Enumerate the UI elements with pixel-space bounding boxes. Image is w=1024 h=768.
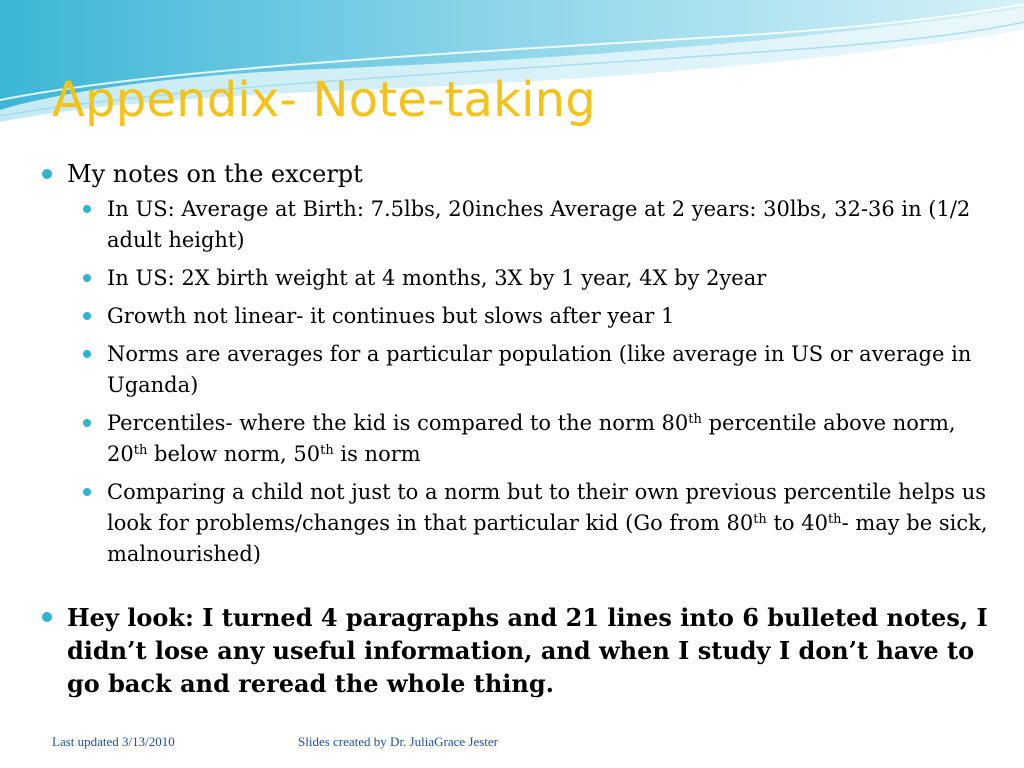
sub-bullet-text: Percentiles- where the kid is compared to the norm 80 xyxy=(107,411,689,435)
sub-bullet-text: Norms are averages for a particular population (like average in US or average in Uganda) xyxy=(107,342,972,397)
sub-bullet-norms xyxy=(81,339,990,401)
sub-bullet-text: percentile above norm, 20 xyxy=(107,411,956,466)
sub-bullet-text: In US: 2X birth weight at 4 months, 3X by 1 year, 4X by 2year xyxy=(107,266,767,290)
footer-last-updated: Last updated 3/13/2010 xyxy=(52,734,175,749)
sub-bullet-text: - may be sick, malnourished) xyxy=(107,511,988,566)
sub-bullet-comparing xyxy=(81,477,990,570)
sub-bullet-birth-averages xyxy=(81,194,990,256)
main-bullet xyxy=(40,158,990,190)
sub-bullet-percentiles xyxy=(81,408,990,470)
footer-credit: Slides created by Dr. JuliaGrace Jester xyxy=(298,734,498,749)
sub-bullet-growth xyxy=(81,301,990,332)
main-bullet-text: My notes on the excerpt xyxy=(67,160,363,188)
ordinal-suffix: th xyxy=(827,512,842,527)
sub-bullet-text: below norm, 50 xyxy=(147,442,321,466)
sub-bullet-text: to 40 xyxy=(766,511,828,535)
ordinal-suffix: th xyxy=(753,512,767,527)
sub-bullet-text: Growth not linear- it continues but slows after year 1 xyxy=(107,304,675,328)
slide-title: Appendix- Note-taking xyxy=(52,72,596,128)
summary-bullet xyxy=(40,601,990,700)
sub-bullet-text: In US: Average at Birth: 7.5lbs, 20inches Average at 2 years: 30lbs, 32-36 in (1/2 adult height) xyxy=(107,197,971,252)
ordinal-suffix: th xyxy=(320,443,334,458)
ordinal-suffix: th xyxy=(688,412,702,427)
summary-bullet-text: Hey look: I turned 4 paragraphs and 21 lines into 6 bulleted notes, I didn’t lose any useful information, and when I study I don’t have to go back and reread the whole thing. xyxy=(67,603,988,698)
sub-bullet-text: is norm xyxy=(333,442,421,466)
slide-content xyxy=(40,158,990,700)
ordinal-suffix: th xyxy=(133,443,148,458)
sub-bullet-list xyxy=(40,194,990,570)
sub-bullet-birth-weight xyxy=(81,263,990,294)
sub-bullet-text: Comparing a child not just to a norm but to their own previous percentile helps us look for problems/changes in that particular kid (Go from 80 xyxy=(107,480,987,535)
